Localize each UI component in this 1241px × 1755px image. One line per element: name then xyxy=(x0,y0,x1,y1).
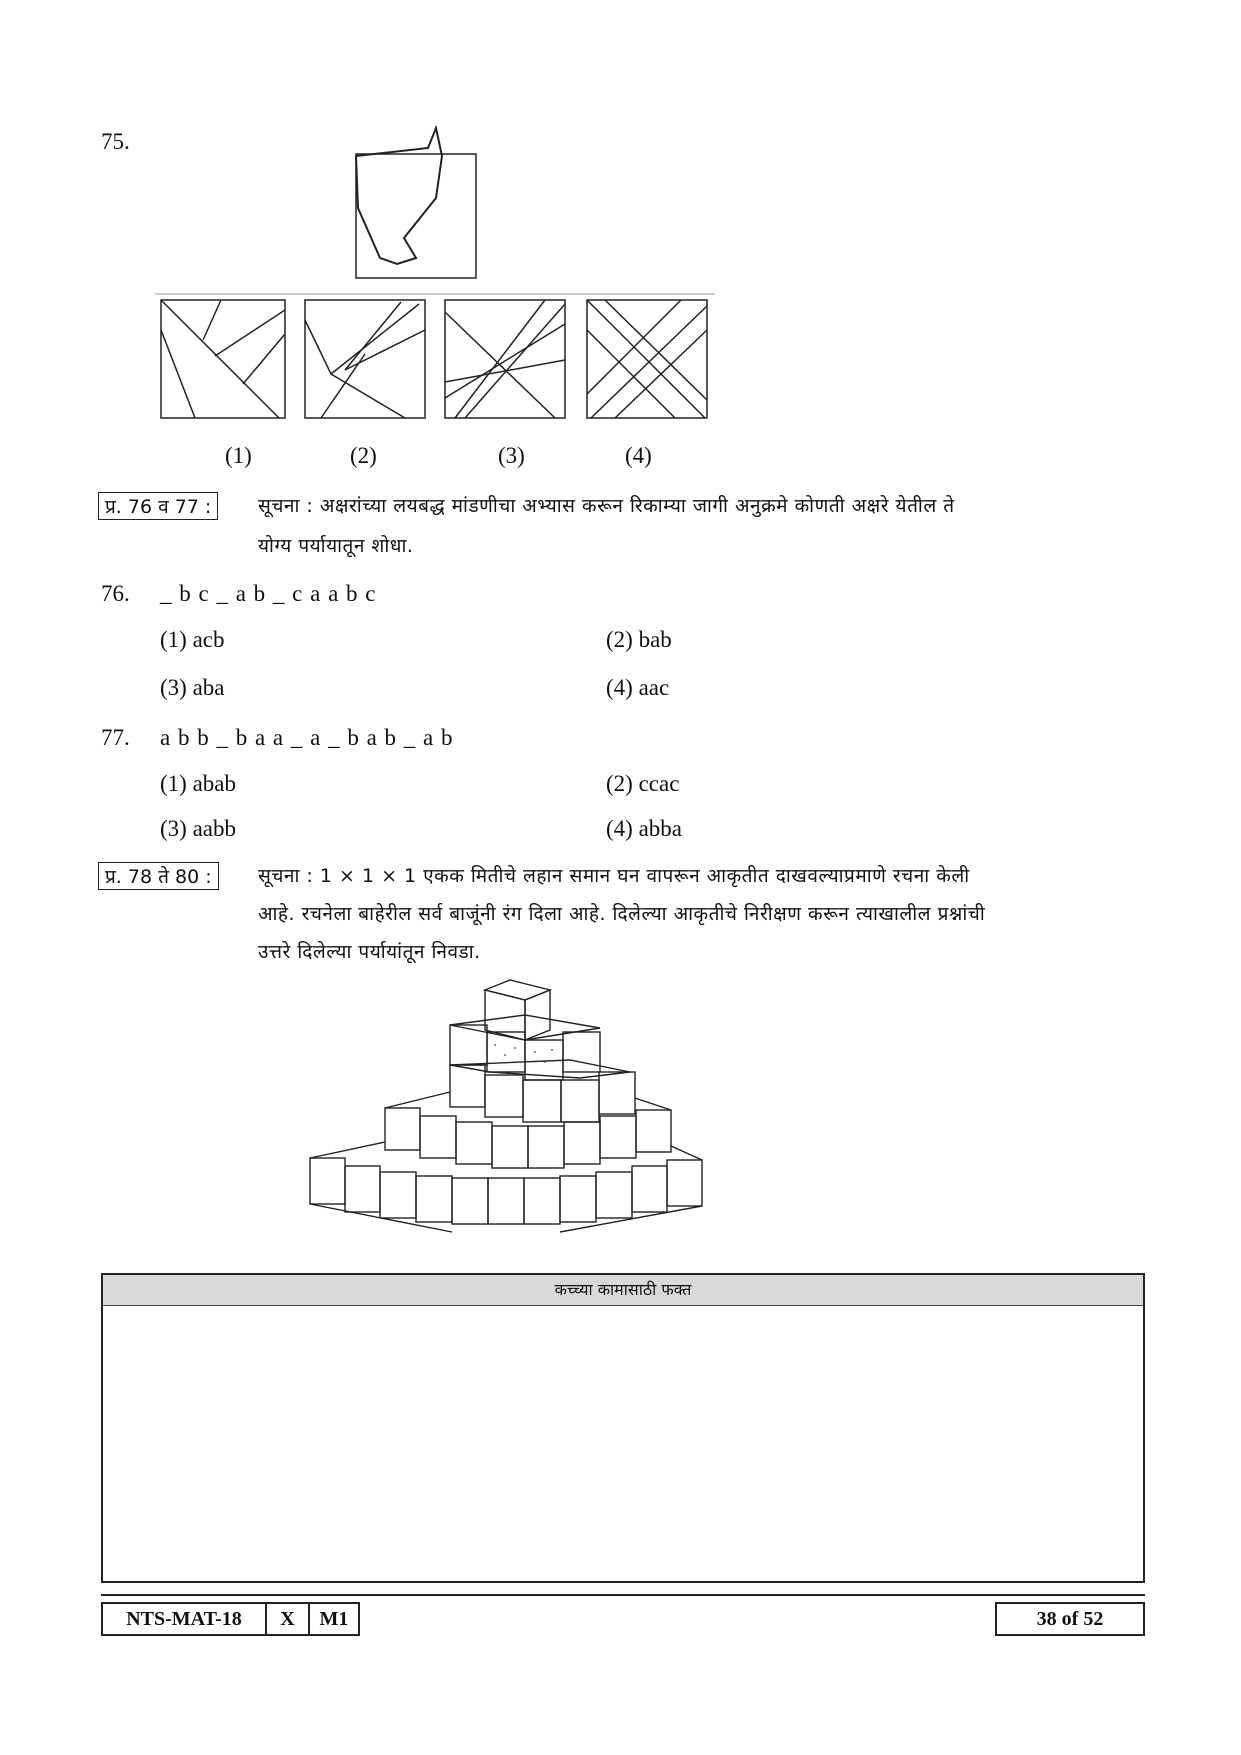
cube-structure-figure xyxy=(300,980,740,1260)
instruction-78-80-line1: सूचना : 1 × 1 × 1 एकक मितीचे लहान समान घन वापरून आकृतीत दाखवल्याप्रमाणे रचना केली xyxy=(258,865,970,887)
q77-option-2[interactable]: (2) ccac xyxy=(606,771,680,796)
q76-option-1[interactable]: (1) acb xyxy=(160,627,225,652)
question-76-sequence: _ b c _ a b _ c a a b c xyxy=(160,581,377,606)
option-1-figure xyxy=(161,300,285,418)
footer-std: X xyxy=(265,1602,310,1636)
q77-option-3[interactable]: (3) aabb xyxy=(160,816,236,841)
question-75-number: 75. xyxy=(101,129,130,154)
question-76-number: 76. xyxy=(101,581,130,606)
option-label-2[interactable]: (2) xyxy=(350,443,377,468)
instruction-78-80-label: प्र. 78 ते 80 : xyxy=(98,862,219,890)
option-label-3[interactable]: (3) xyxy=(498,443,525,468)
q76-option-4[interactable]: (4) aac xyxy=(606,675,670,700)
option-label-4[interactable]: (4) xyxy=(625,443,652,468)
option-4-figure xyxy=(587,300,707,418)
q77-option-1[interactable]: (1) abab xyxy=(160,771,236,796)
question-75-figure xyxy=(300,118,490,288)
q76-option-3[interactable]: (3) aba xyxy=(160,675,225,700)
option-2-figure xyxy=(305,300,425,418)
q77-option-4[interactable]: (4) abba xyxy=(606,816,682,841)
question-77-sequence: a b b _ b a a _ a _ b a b _ a b xyxy=(160,725,454,750)
instruction-76-77-line2: योग्य पर्यायातून शोधा. xyxy=(258,535,414,557)
option-3-figure xyxy=(445,300,565,418)
question-75-options-figure xyxy=(155,290,715,430)
instruction-76-77-label: प्र. 76 व 77 : xyxy=(98,492,218,520)
footer-code: NTS-MAT-18 xyxy=(101,1602,267,1636)
rough-work-box xyxy=(101,1273,1145,1583)
rough-work-title: कच्च्या कामासाठी फक्त xyxy=(103,1275,1143,1306)
instruction-76-77-line1: सूचना : अक्षरांच्या लयबद्ध मांडणीचा अभ्यास करून रिकाम्या जागी अनुक्रमे कोणती अक्षरे येतील ते xyxy=(258,495,955,517)
option-label-1[interactable]: (1) xyxy=(225,443,252,468)
question-77-number: 77. xyxy=(101,725,130,750)
q76-option-2[interactable]: (2) bab xyxy=(606,627,672,652)
footer-divider xyxy=(101,1594,1145,1596)
footer-set: M1 xyxy=(308,1602,360,1636)
footer-page-number: 38 of 52 xyxy=(995,1602,1145,1636)
instruction-78-80-line3: उत्तरे दिलेल्या पर्यायांतून निवडा. xyxy=(258,941,481,963)
instruction-78-80-line2: आहे. रचनेला बाहेरील सर्व बाजूंनी रंग दिला आहे. दिलेल्या आकृतीचे निरीक्षण करून त्याखालील प्रश्नांची xyxy=(258,903,986,925)
